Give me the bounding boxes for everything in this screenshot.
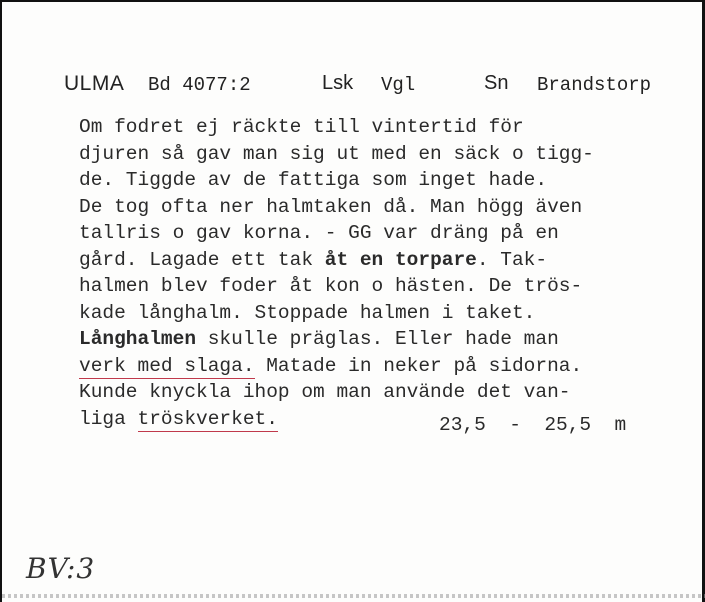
archive-name: ULMA <box>64 72 125 95</box>
underlined-text: verk med slaga. <box>79 354 255 377</box>
text-segment: Matade in neker på sidorna. <box>254 354 583 377</box>
text-segment: gård. Lagade ett tak <box>79 248 325 271</box>
volume-number: Bd 4077:2 <box>148 74 251 96</box>
card-header <box>64 72 684 102</box>
card-body-text <box>79 114 689 436</box>
text-line: Kunde knyckla ihop om man använde det van- <box>79 381 571 403</box>
text-line: halmen blev foder åt kon o hästen. De trös- <box>79 275 583 297</box>
text-line <box>79 353 689 380</box>
text-segment: skulle präglas. Eller hade man <box>196 328 559 350</box>
text-segment-bold: åt en torpare <box>324 248 477 271</box>
underlined-text: tröskverket. <box>137 407 278 430</box>
handwritten-signum: BV:3 <box>26 552 96 585</box>
text-line <box>79 406 689 436</box>
page-range: 23,5 - 25,5 m <box>439 413 627 436</box>
text-line: De tog ofta ner halmtaken då. Man högg även <box>79 195 583 218</box>
text-line: tallris o gav korna. - GG var dräng på en <box>79 222 559 244</box>
text-line: de. Tiggde av de fattiga som inget hade. <box>79 169 548 191</box>
text-segment: . Tak- <box>476 248 548 271</box>
card-bottom-edge <box>2 594 705 598</box>
text-line: kade långhalm. Stoppade halmen i taket. <box>79 301 536 324</box>
text-line <box>79 326 689 353</box>
text-segment: liga <box>79 407 138 430</box>
text-segment-bold: Långhalmen <box>79 328 197 350</box>
province-label: Lsk <box>322 72 354 94</box>
text-line: djuren så gav man sig ut med en säck o tigg- <box>79 142 594 165</box>
text-line: Om fodret ej räckte till vintertid för <box>79 116 524 138</box>
text-line <box>79 247 689 274</box>
province-value: Vgl <box>381 74 416 96</box>
parish-value: Brandstorp <box>537 74 652 96</box>
parish-label: Sn <box>484 72 509 94</box>
